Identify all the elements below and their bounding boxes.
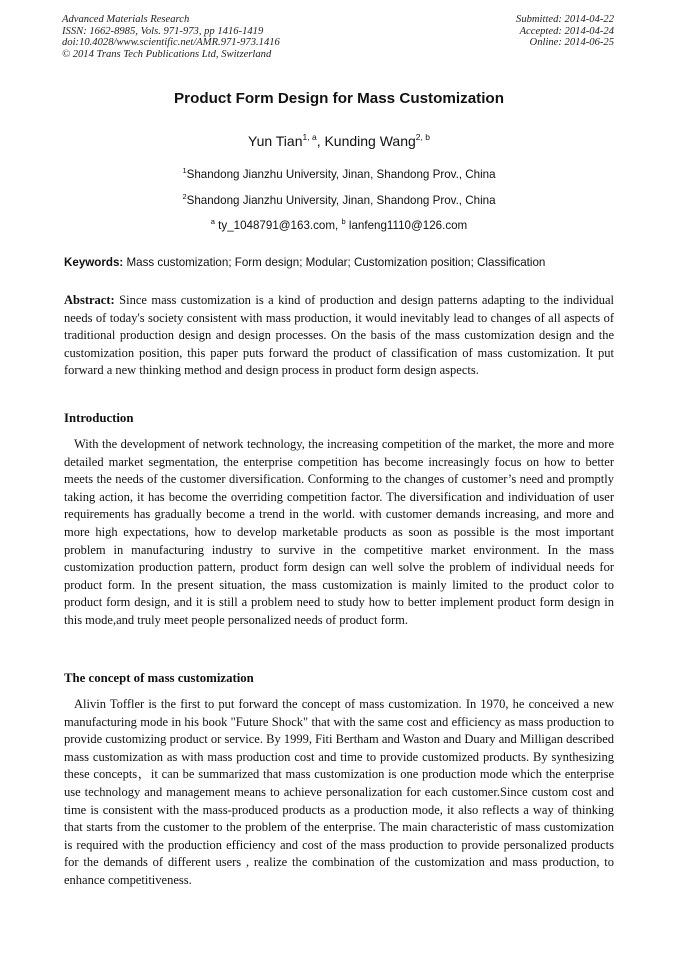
abstract (64, 292, 614, 380)
author-name: Kunding Wang (324, 133, 416, 149)
introduction-paragraph: With the development of network technology, the increasing competition of the market, the more and more detailed market segmentation, the enterprise competition has become increasingly focus on how to better meets the needs of the customer diversification. Conforming to the changes of customer’s need and promptly taking action, it has become the overriding competition factor. The diversification and individuation of user requirements has gradually become a trend in the world. with customer demands increasing, and more and more high expectations, how to develop marketable products as soon as possible is the most important problem in manufacturing industry to survive in the competitive market environment. In the mass customization production pattern, product form design can well solve the problem of individual needs for product form. In the present situation, the mass customization is mainly limited to the product color to product form design, and it is still a problem need to study how to better implement product form design in this mode,and truly meet people personalized needs of product form. (64, 437, 614, 627)
concept-paragraph: Alivin Toffler is the first to put forward the concept of mass customization. In 1970, he conceived a new manufacturing mode in his book "Future Shock" that with the same cost and efficiency as mass production to provide customizing product or service. By 1999, Fiti Bertham and Waston and Duary and Milligan described mass customization as with mass production cost and time to provide customized products. By synthesizing these concepts，it can be summarized that mass customization is one production mode which the enterprise use technology and management means to achieve personalization for each customer.Since custom cost and time is consistent with the mass-produced products as a production mode, it also reflects a way of thinking that starts from the customer to the problem of the enterprise. The main characteristic of mass customization is required with the production efficiency and cost of the mass production to provide personalized products for the demands of different users , realize the combination of the customization and mass production, to enhance competitiveness. (64, 697, 614, 887)
affiliation (0, 166, 678, 181)
affiliation (0, 192, 678, 207)
journal-doi: doi:10.4028/www.scientific.net/AMR.971-973.1416 (62, 37, 280, 48)
author-separator: , (316, 133, 325, 149)
section-heading-introduction: Introduction (64, 411, 134, 425)
journal-issn: ISSN: 1662-8985, Vols. 971-973, pp 1416-1419 (62, 25, 264, 37)
online-date: Online: 2014-06-25 (529, 37, 614, 48)
journal-name: Advanced Materials Research (62, 14, 190, 25)
email-mark: a (210, 217, 215, 226)
submitted-date: Submitted: 2014-04-22 (516, 14, 614, 25)
author-name: Yun Tian (248, 133, 303, 149)
abstract-text: Since mass customization is a kind of production and design patterns adapting to the individual needs of today's society consistent with mass production, it would inevitably lead to changes of all aspects of traditional production design and design processes. On the basis of the mass customization design and the customization position, this paper puts forward the product of classification of mass customization. It put forward a new thinking method and design process in product form design aspects. (64, 293, 614, 378)
journal-header (62, 14, 280, 60)
author-list (0, 132, 678, 149)
keywords (64, 256, 545, 269)
author-affiliation-mark: 2, b (415, 132, 430, 142)
email-link[interactable]: lanfeng1110@126.com (348, 219, 468, 232)
keywords-label: Keywords: (64, 256, 124, 269)
journal-copyright: © 2014 Trans Tech Publications Ltd, Switzerland (62, 48, 272, 60)
accepted-date: Accepted: 2014-04-24 (519, 25, 614, 37)
affiliation-mark: 1 (182, 166, 187, 175)
email-link[interactable]: ty_1048791@163.com (218, 219, 336, 232)
author-affiliation-mark: 1, a (302, 132, 317, 142)
publication-dates (516, 14, 614, 49)
author-emails: $^a$ ty_1048791@163.com, $^b$ lanfeng1110@126.com (210, 217, 468, 232)
abstract-label: Abstract: (64, 293, 115, 307)
section-heading-concept: The concept of mass customization (64, 671, 254, 685)
affiliation-text: Shandong Jianzhu University, Jinan, Shandong Prov., China (186, 168, 496, 181)
paper-title: Product Form Design for Mass Customization (174, 90, 504, 107)
keywords-text: Mass customization; Form design; Modular; Customization position; Classification (126, 256, 546, 269)
email-mark: b (341, 217, 346, 226)
affiliation-mark: 2 (182, 192, 187, 201)
affiliation-text: Shandong Jianzhu University, Jinan, Shandong Prov., China (186, 194, 496, 207)
